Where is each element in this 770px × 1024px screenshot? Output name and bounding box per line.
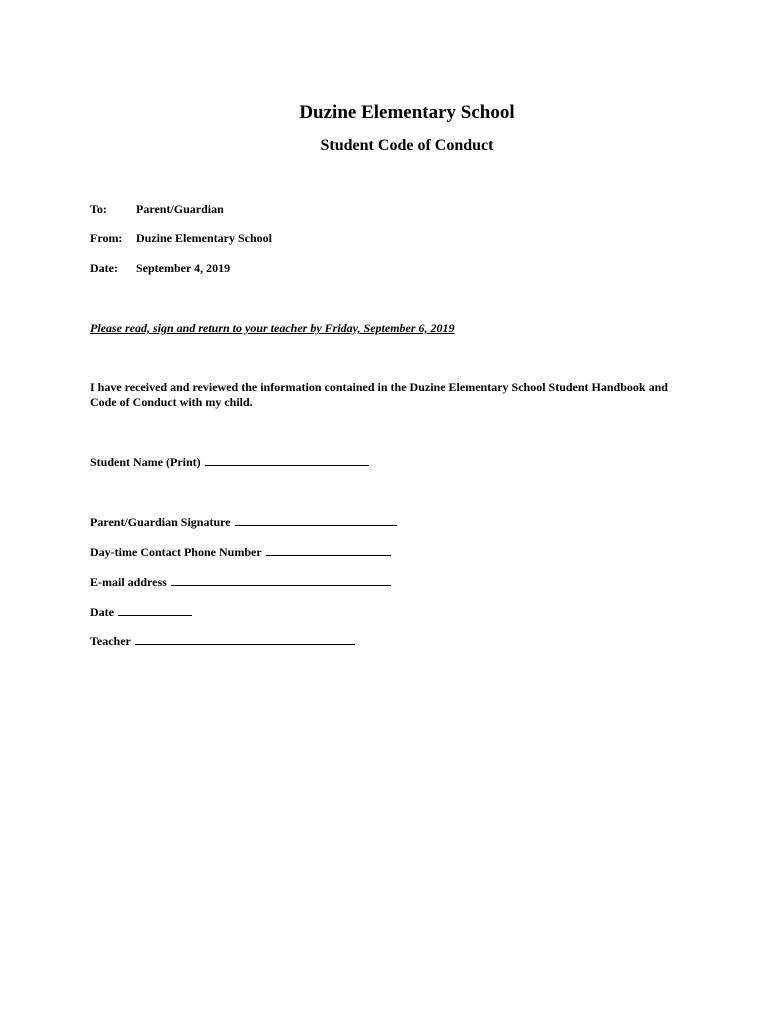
memo-from-row <box>90 230 272 246</box>
memo-to-row <box>90 201 224 217</box>
memo-date-label: Date: <box>90 261 118 275</box>
memo-date-row <box>90 260 230 276</box>
teacher-label: Teacher <box>90 634 131 648</box>
phone-field <box>90 543 391 560</box>
school-name-heading: Duzine Elementary School <box>299 102 515 123</box>
acknowledgement-statement <box>90 380 710 410</box>
return-instruction: Please read, sign and return to your teacher by Friday, September 6, 2019 <box>90 321 455 335</box>
date-label: Date <box>90 605 114 619</box>
memo-to-label: To: <box>90 202 107 216</box>
student-name-field <box>90 453 369 470</box>
student-name-blank[interactable] <box>205 453 369 466</box>
teacher-blank[interactable] <box>135 632 355 645</box>
parent-signature-label: Parent/Guardian Signature <box>90 515 231 529</box>
email-field <box>90 573 391 590</box>
email-blank[interactable] <box>171 573 391 586</box>
student-name-label: Student Name (Print) <box>90 455 201 469</box>
memo-to-value: Parent/Guardian <box>136 202 224 216</box>
statement-line-2: Code of Conduct with my child. <box>90 395 253 409</box>
memo-date-value: September 4, 2019 <box>136 261 231 275</box>
phone-label: Day-time Contact Phone Number <box>90 545 262 559</box>
date-field <box>90 603 192 620</box>
email-label: E-mail address <box>90 575 167 589</box>
memo-from-value: Duzine Elementary School <box>136 231 272 245</box>
teacher-field <box>90 632 355 649</box>
date-blank[interactable] <box>118 603 192 616</box>
statement-line-1: I have received and reviewed the information contained in the Duzine Elementary School Student Handbook and <box>90 380 668 394</box>
document-title: Student Code of Conduct <box>320 137 494 154</box>
parent-signature-field <box>90 513 397 530</box>
phone-blank[interactable] <box>266 543 391 556</box>
parent-signature-blank[interactable] <box>235 513 397 526</box>
memo-from-label: From: <box>90 231 123 245</box>
